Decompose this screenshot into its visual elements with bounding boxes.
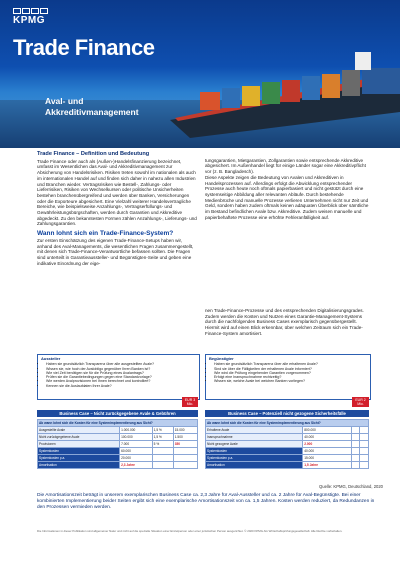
list-item: • Wie werden Avalprovisionen bei Ihnen berechnet und kontrolliert? — [46, 379, 196, 383]
table-row — [206, 434, 369, 441]
list-item: • Erfolgt eine Inanspruchnahme rechtzeitig? — [214, 375, 367, 379]
table-cell: 1.000.000 — [120, 427, 153, 434]
table-cell: Inanspruchnahme — [206, 434, 303, 441]
table-cell: 1,5 % — [152, 434, 173, 441]
table-cell: 20.000 — [120, 455, 153, 462]
list-item: • Prüfen sie die Garantiebedingungen gegen eine Standardvorlage? — [46, 375, 196, 379]
beneficiary-question-list — [209, 362, 367, 383]
beneficiary-questions-box — [205, 354, 371, 400]
table-row — [206, 448, 369, 455]
table-cell: 2,3 Jahre — [120, 462, 153, 469]
table-row — [38, 448, 198, 455]
issuer-question-list — [41, 362, 196, 388]
table-row — [38, 455, 198, 462]
list-item: • Haben sie grundsätzlich Transparenz über alle ausgestellten Avale? — [46, 362, 196, 366]
list-item: • Wissen sie, wie hoch der Avalobligo gegenüber Ihren Banken ist? — [46, 367, 196, 371]
table-header: Ab wann lohnt sich die Kosten für eine Systemimplementierung aus Sicht? — [206, 420, 369, 427]
subtitle-line-1: Aval- und — [45, 96, 84, 106]
table-header: Ab wann lohnt sich die Kosten für eine Systemimplementierung aus Sicht? — [38, 420, 198, 427]
subtitle-line-2: Akkreditivmanagement — [45, 107, 139, 117]
table-row — [206, 455, 369, 462]
table-cell: 40.000 — [303, 448, 351, 455]
issuer-business-case-bar: Business Case – Nicht zurückgegebene Avale & Gebühren — [37, 410, 198, 417]
table-cell: Nicht gezogene Avale — [206, 441, 303, 448]
table-row — [206, 462, 369, 469]
section1-left-column — [37, 152, 197, 269]
issuer-business-case-table — [37, 419, 198, 469]
source-note: Quelle: KPMG, Deutschland, 2020 — [319, 484, 384, 489]
section1-text-right: tungsgarantien, Mietgarantien, Zollgarantien sowie entsprechende Akkreditive abgesichert. Im Außenhandel liegt für einige Länder sogar eine Akkreditivpflicht vor (z. B. Bangladesch). Diese Aspekte zeigen die Bedeutung von Avalen und Akkreditiven in Handelsprozessen auf. Allerdings erfolgt die Abwicklung entsprechender Prozesse auch heute noch oftmals papierbasiert und nicht gestützt durch eine systemseitige Abbildung aller relevanten Abläufe. Durch bestehende Medienbrüche und manuelle Prozesse verlieren Unternehmen nicht nur Zeit und Geld, sondern haben zudem oftmals keinen adäquaten Überblick über sämtliche im Bestand befindlichen Avale bzw. Akkreditive. Zudem weisen manuelle und papierbehaftete Prozesse eine erhöhte Fehleranfälligkeit auf. — [205, 157, 369, 220]
issuer-ribbon: EUR 3 Mio. — [182, 397, 198, 407]
table-cell: 15.000 — [173, 427, 197, 434]
section1-text-left: Trade Finance oder auch als (Außen-)Handelsfinanzierung bezeichnet, umfasst im Wesentlichen das Aval- und Akkreditivmanagement zur Absicherung von Handelsrisiken. Risiken treten sowohl im nationalen als auch im internationalen Handel auf und finden sich daher in nahezu allen Industrien und Branchen wieder. Vertragsrisiken wie Bestell-, Zahlungs- oder Lieferrisiken, Risiken von Wechselkursen oder politische Unsicherheiten bestehen branchenübergreifend und werden über Banken, Versicherungen oder die Exporteure abgesichert. Eine Vielzahl weiterer Handelsvertragliche Bereiche, wie beispielsweise Anzahlungs-, Vertragserfüllungs- und Gewährleistungsbürgschaften, werden durch Garantien und Akkreditive abgedeckt. Zu den bekanntesten Formen zählen Anzahlungs-, Lieferungs- und Zahlungsgarantien. — [37, 158, 197, 227]
table-cell: Systemkosten — [206, 448, 303, 455]
table-row — [38, 427, 198, 434]
brand-name: KPMG — [13, 15, 45, 26]
table-cell: 15.000 — [303, 455, 351, 462]
kpmg-logo — [13, 8, 48, 26]
section2-right-column — [205, 308, 370, 340]
list-item: • Kennen sie die Auslaufdaten Ihrer Avale? — [46, 384, 196, 388]
table-cell: 100.000 — [120, 434, 153, 441]
table-cell: 7.000 — [120, 441, 153, 448]
table-cell: Erhaltene Avale — [206, 427, 303, 434]
table-cell: Systemkosten — [38, 448, 120, 455]
table-row — [38, 441, 198, 448]
table-cell: Nicht zurückgegebene Avale — [38, 434, 120, 441]
table-cell: Provisionen — [38, 441, 120, 448]
list-item: • Wie viel Zeit benötigen sie für die Prüfung eines Avalantrags? — [46, 371, 196, 375]
list-item: • Wissen sie, welche Avale bei welchen Banken vorliegen? — [214, 379, 367, 383]
table-cell: Amortisation — [38, 462, 120, 469]
page-subtitle — [45, 96, 165, 118]
table-row — [206, 441, 369, 448]
page-title: Trade Finance — [13, 35, 155, 60]
table-cell: 1,5 Jahre — [303, 462, 351, 469]
list-item: • Sind sie über die Fälligkeiten der erhaltenen Avale informiert? — [214, 367, 367, 371]
table-cell: 1,5 % — [152, 427, 173, 434]
table-cell: 2.000 — [303, 441, 351, 448]
table-cell: 5 % — [152, 441, 173, 448]
section1-heading: Trade Finance – Definition und Bedeutung — [37, 151, 150, 157]
table-cell: 1.500 — [173, 434, 197, 441]
table-cell: Systemkosten p.a. — [38, 455, 120, 462]
section2-heading: Wann lohnt sich ein Trade-Finance-System? — [37, 230, 174, 238]
summary-paragraph: Die Amortisationszeit beträgt in unserem exemplarischen Business Case ca. 2,3 Jahre für Aval-Aussteller und ca. 2 Jahre für Aval-Begünstigte. Bei einer kombinierten Implementierung beider Seiten ergibt sich eine exemplarische Amortisationszeit von ca. 1,5 Jahren. Kosten werden reduziert, da Redundanzen in den Prozessen vermieden werden. — [37, 493, 375, 510]
table-cell: 350 — [173, 441, 197, 448]
section2-text-left: Zur ersten Einschätzung des eigenen Trade-Finance-Setups haben wir, anhand des Aval-Managements, die wesentlichen Fragen zusammengestellt, mit denen sich Trade-Finance-Verantwortliche befassen sollten. Die Fragen sind unterteilt in Garantieaussteller- und Begünstigten-Seite und geben eine indikative Einordnung der eige- — [37, 237, 194, 266]
beneficiary-business-case-bar: Business Case – Potenziell nicht gezogene Sicherheitsfälle — [205, 410, 369, 417]
beneficiary-business-case-table — [205, 419, 369, 469]
container-ship-image — [0, 0, 400, 148]
table-cell: Amortisation — [206, 462, 303, 469]
table-row — [38, 462, 198, 469]
section2-text-right: nen Trade-Finance-Prozesse und des entsprechenden Digitalisierungsgrades. Zudem werden die Kosten und Nutzen eines Garantie-Management-Systems durch die nachfolgenden Business Cases exemplarisch gegenübergestellt. Hiermit wird auf einen Blick erkennbar, über welchen Zeitraum sich ein Trade-Finance-System amortisiert. — [205, 308, 364, 336]
list-item: • Haben sie grundsätzlich Transparenz über alle erhaltenen Avale? — [214, 362, 367, 366]
table-row — [38, 434, 198, 441]
beneficiary-box-title: Begünstigter — [209, 356, 234, 361]
table-cell: Systemkosten p.a. — [206, 455, 303, 462]
table-cell: 60.000 — [120, 448, 153, 455]
hero-banner — [0, 0, 400, 148]
footer-disclaimer: Die Informationen in dieser Publikation sind allgemeiner Natur und nicht auf die spezielle Situation einer Einzelperson oder einer juristischen Person ausgerichtet. © 2020 KPMG AG Wirtschaftsprüfungsgesellschaft. Alle Rechte vorbehalten. — [37, 529, 343, 533]
list-item: • Wie wird die Prüfung eingehender Garantien vorgenommen? — [214, 371, 367, 375]
table-cell: Ausgestellte Avale — [38, 427, 120, 434]
section1-right-column — [205, 152, 370, 229]
beneficiary-ribbon: EUR 2 Mio. — [352, 397, 369, 407]
issuer-questions-box — [37, 354, 200, 400]
table-cell: 40.000 — [303, 434, 351, 441]
table-row — [206, 427, 369, 434]
issuer-box-title: Aussteller — [41, 356, 61, 361]
table-cell: 800.000 — [303, 427, 351, 434]
